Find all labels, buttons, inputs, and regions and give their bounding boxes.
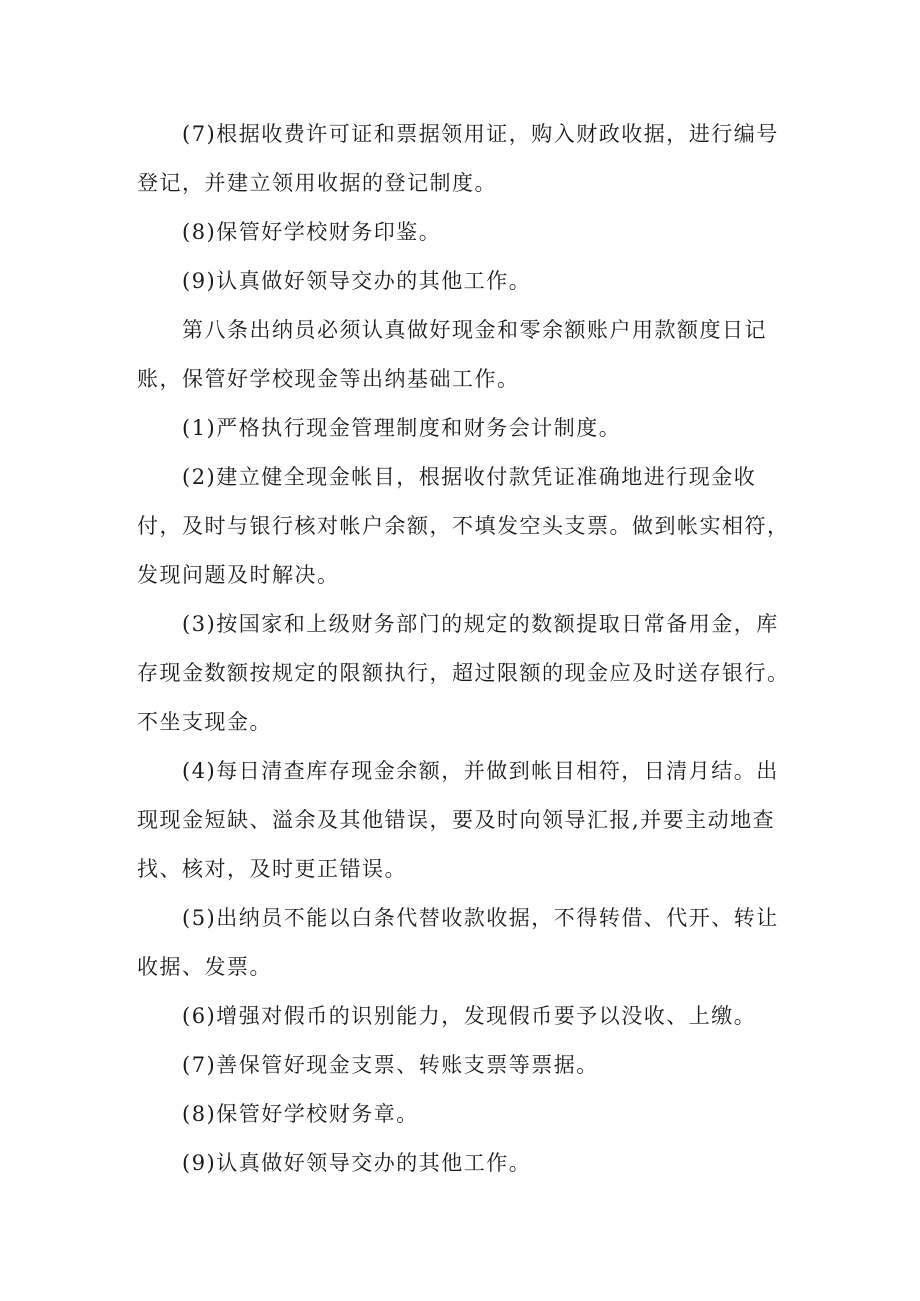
paragraph-8-finance-stamp: (8)保管好学校财务章。 xyxy=(137,1102,419,1126)
paragraph-6-counterfeit: (6)增强对假币的识别能力，发现假币要予以没收、上缴。 xyxy=(137,1004,757,1028)
paragraph-1-cash-rules: (1)严格执行现金管理制度和财务会计制度。 xyxy=(137,416,622,440)
paragraph-3-petty-cash: (3)按国家和上级财务部门的规定的数额提取日常备用金，库存现金数额按规定的限额执行，超过限额的现金应及时送存银行。不坐支现金。 xyxy=(137,612,790,734)
paragraph-8-seal: (8)保管好学校财务印鉴。 xyxy=(137,220,442,244)
paragraph-4-daily-check: (4)每日清查库存现金余额，并做到帐目相符，日清月结。出现现金短缺、溢余及其他错误，要及时向领导汇报,并要主动地查找、核对，及时更正错误。 xyxy=(137,759,779,881)
paragraph-7-receipts: (7)根据收费许可证和票据领用证，购入财政收据，进行编号登记，并建立领用收据的登记制度。 xyxy=(137,122,779,195)
article-8-heading: 第八条出纳员必须认真做好现金和零余额账户用款额度日记账，保管好学校现金等出纳基础工作。 xyxy=(137,318,767,391)
paragraph-9-other-work: (9)认真做好领导交办的其他工作。 xyxy=(137,269,532,293)
paragraph-2-cash-accounts: (2)建立健全现金帐目，根据收付款凭证准确地进行现金收付，及时与银行核对帐户余额，不填发空头支票。做到帐实相符，发现问题及时解决。 xyxy=(137,465,790,587)
paragraph-9-other-work-2: (9)认真做好领导交办的其他工作。 xyxy=(137,1151,532,1175)
paragraph-7-checks: (7)善保管好现金支票、转账支票等票据。 xyxy=(137,1053,599,1077)
paragraph-5-no-iou: (5)出纳员不能以白条代替收款收据，不得转借、代开、转让收据、发票。 xyxy=(137,906,779,979)
